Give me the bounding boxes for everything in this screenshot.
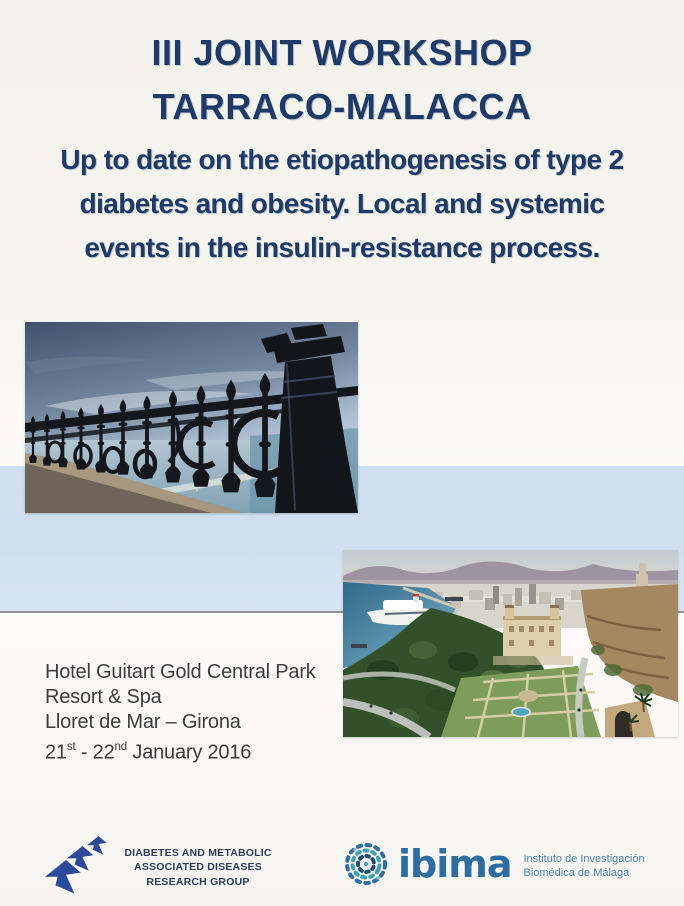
date-day1: 21: [45, 741, 67, 764]
venue-location: Lloret de Mar – Girona: [45, 711, 241, 733]
subtitle-line-3: events in the insulin-resistance process.: [84, 232, 600, 263]
dmadrg-line-2: ASSOCIATED DISEASES: [134, 861, 262, 874]
ibima-sub-line-1: Instituto de Investigación: [523, 853, 645, 865]
venue-resort-spa: Resort & Spa: [45, 686, 162, 708]
subtitle-block: [0, 138, 684, 270]
subtitle-line-2: diabetes and obesity. Local and systemic: [79, 188, 605, 219]
tarragona-balustrade-photo: [25, 322, 358, 513]
ibima-sub-line-2: Biomédica de Málaga: [523, 866, 630, 879]
title-block: [0, 26, 684, 270]
dmadrg-logo: [44, 836, 278, 899]
ibima-subtitle: [524, 853, 645, 880]
date-month-year: January 2016: [127, 741, 252, 764]
date-day2: 22: [92, 741, 115, 764]
date-ordinal2: nd: [114, 740, 128, 754]
dmadrg-birds-icon: [44, 836, 108, 899]
ibima-globe-icon: [342, 840, 390, 893]
date-separator: -: [75, 741, 93, 764]
dmadrg-line-1: DIABETES AND METABOLIC: [124, 846, 272, 859]
venue-hotel-name: Hotel Guitart Gold Central Park: [45, 661, 316, 683]
ibima-wordmark: ibima: [398, 841, 512, 886]
ibima-logo: [342, 840, 645, 893]
venue-dates: [45, 735, 316, 766]
date-ordinal1: st: [66, 740, 76, 754]
title-line-2: TARRACO-MALACCA: [152, 86, 532, 127]
malaga-aerial-photo: [343, 550, 678, 737]
venue-block: [45, 660, 316, 766]
dmadrg-line-3: RESEARCH GROUP: [146, 875, 250, 888]
title-line-1: III JOINT WORKSHOP: [151, 32, 533, 73]
subtitle-line-1: Up to date on the etiopathogenesis of type 2: [60, 144, 624, 175]
dmadrg-text: [118, 846, 278, 890]
